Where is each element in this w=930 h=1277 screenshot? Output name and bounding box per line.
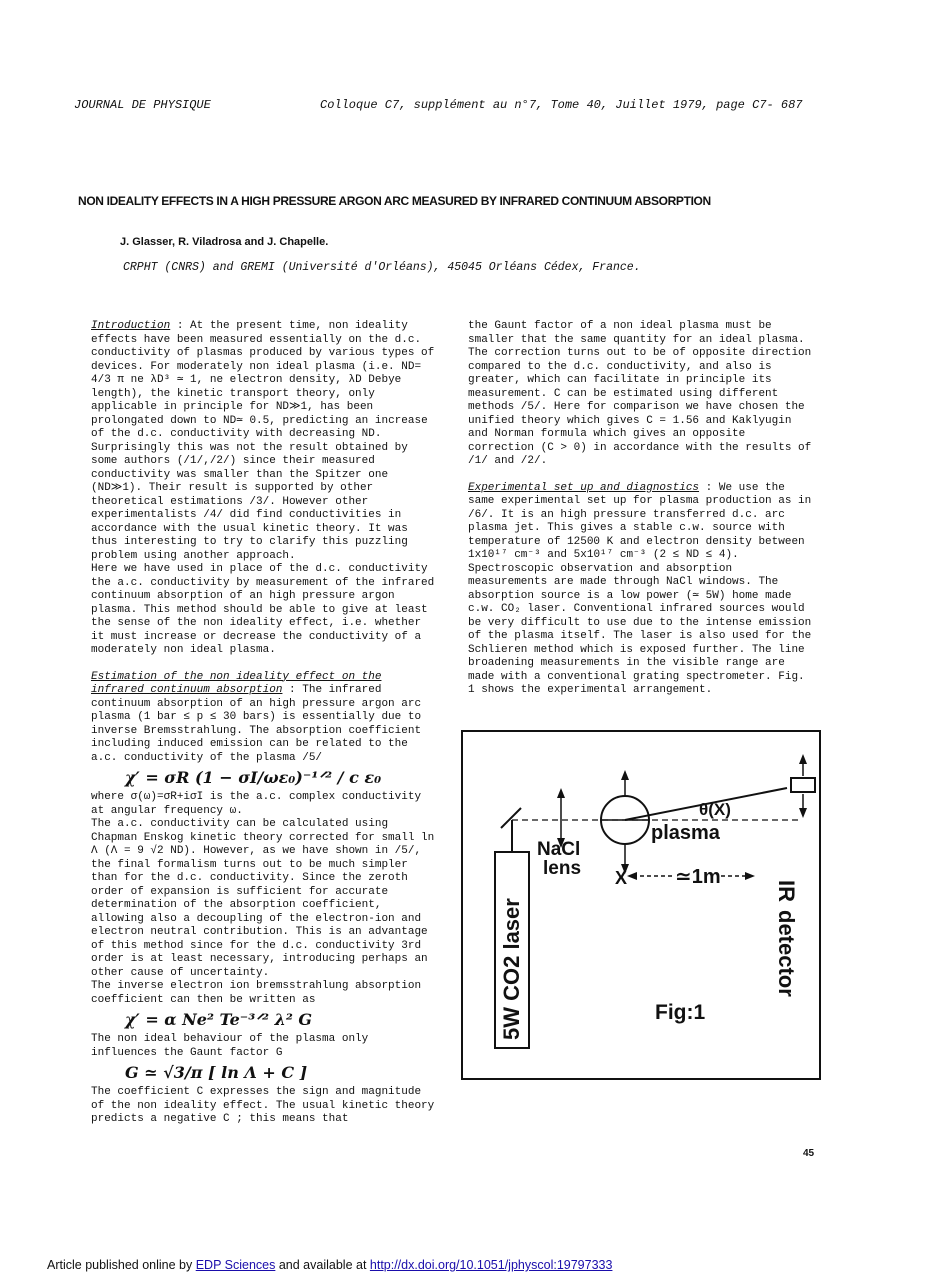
- gaunt-text: The non ideal behaviour of the plasma only influences the Gaunt factor G: [91, 1033, 369, 1059]
- lens-label: lens: [543, 858, 582, 879]
- coefficient-text: The coefficient C expresses the sign and magnitude of the non ideality effect. The usual kinetic theory predicts a negative C ; this means that: [91, 1086, 435, 1125]
- footer-middle: and available at: [275, 1258, 370, 1272]
- journal-header: JOURNAL DE PHYSIQUE: [74, 98, 211, 112]
- lens-arrow-up: [557, 788, 565, 798]
- footer: [47, 1258, 612, 1272]
- experimental-setup-diagram: [463, 732, 819, 1078]
- doi-link[interactable]: http://dx.doi.org/10.1051/jphyscol:19797333: [369, 1258, 613, 1272]
- intro-text-2: Here we have used in place of the d.c. conductivity the a.c. conductivity by measurement of the infrared continuum absorption of an high pressure argon plasma. This method should be able to give at least the sense of the non ideality effect, i.e. whether it must increase or decrease the conductivity of a moderately non ideal plasma.: [91, 563, 435, 656]
- distance-arrow-right: [745, 872, 755, 880]
- right-column: [468, 320, 813, 698]
- colloque-header: Colloque C7, supplément au n°7, Tome 40, Juillet 1979, page C7- 687: [320, 98, 803, 112]
- experimental-heading: Experimental set up and diagnostics: [468, 481, 700, 494]
- detector-box: [791, 778, 815, 792]
- affiliation: CRPHT (CNRS) and GREMI (Université d'Orléans), 45045 Orléans Cédex, France.: [123, 261, 641, 274]
- intro-paragraph: [91, 320, 436, 563]
- detector-arrow-down: [799, 808, 807, 818]
- nacl-label: NaCl: [537, 839, 581, 860]
- plasma-arrow-up: [621, 770, 629, 780]
- equation-absorption: χ′ = σR (1 − σI/ωε₀)⁻¹ᐟ² / c ε₀: [125, 768, 382, 787]
- distance-arrow-left: [627, 872, 637, 880]
- page-number: 45: [803, 1148, 815, 1159]
- ac-conductivity-text: The a.c. conductivity can be calculated using Chapman Enskog kinetic theory corrected for small ln Λ (Λ = 9 √2 ND). However, as we have shown in /5/, the final formalism turns out to be much simpler than for the d.c. conductivity. Since the zeroth order of expansion is sufficient for accurate determination of the absorption coefficient, allowing also a decoupling of the electron-ion and electron neutral contribution. This is an advantage of this method since for the d.c. conductivity 3rd order is at least necessary, introducing perhaps an other cause of uncertainty.: [91, 818, 435, 979]
- estimation-paragraph: [91, 671, 436, 766]
- equation-gaunt: G ≃ √3/π [ ln Λ + C ]: [125, 1063, 308, 1082]
- laser-label: 5W CO2 laser: [499, 898, 524, 1040]
- authors: J. Glasser, R. Viladrosa and J. Chapelle.: [120, 236, 329, 248]
- edp-sciences-link[interactable]: EDP Sciences: [195, 1258, 276, 1272]
- x-label: X: [615, 868, 628, 888]
- ir-label: IR: [774, 880, 799, 902]
- equation-bremsstrahlung: χ′ = α Ne² Te⁻³ᐟ² λ² G: [125, 1010, 313, 1029]
- detector-label: detector: [774, 910, 799, 997]
- figure-caption: Fig:1: [655, 1001, 706, 1024]
- where-text: where σ(ω)=σR+iσI is the a.c. complex conductivity at angular frequency ω.: [91, 791, 422, 817]
- footer-prefix: Article published online by: [47, 1258, 196, 1272]
- figure-1: [461, 730, 821, 1080]
- estimation-heading: Estimation of the non ideality effect on the infrared continuum absorption: [91, 670, 382, 696]
- intro-heading: Introduction: [91, 320, 171, 332]
- experimental-text: : We use the same experimental set up for plasma production as in /6/. It is an high pressure transferred d.c. arc plasma jet. This gives a stable c.w. source with temperature of 12500 K and electron density between 1x10¹⁷ cm⁻³ and 5x10¹⁷ cm⁻³ (2 ≤ ND ≤ 4). Spectroscopic observation and absorption measurements are made through NaCl windows. The absorption source is a low power (≃ 5W) home made c.w. CO₂ laser. Conventional infrared sources would be very difficult to use due to the intense emission of the plasma itself. The laser is also used for the Schlieren method which is exposed further. The line broadening measurements in the visible range are made with a conventional grating spectrometer. Fig. 1 shows the experimental arrangement.: [468, 481, 812, 696]
- detector-arrow-up: [799, 754, 807, 764]
- paper-title: NON IDEALITY EFFECTS IN A HIGH PRESSURE ARGON ARC MEASURED BY INFRARED CONTINUUM ABSORPTION: [78, 194, 711, 208]
- estimation-text: : The infrared continuum absorption of an high pressure argon arc plasma (1 bar ≤ p ≤ 30 bars) is essentially due to inverse Bremsstrahlung. The absorption coefficient including induced emission can be related to the a.c. conductivity of the plasma /5/: [91, 684, 422, 764]
- left-column: [91, 320, 436, 1127]
- experimental-paragraph: [468, 482, 813, 698]
- gaunt-continuation: the Gaunt factor of a non ideal plasma must be smaller that the same quantity for an ideal plasma. The correction turns out to be of opposite direction compared to the d.c. conductivity, and also is greater, which can facilitate in principle its measurement. C can be estimated using different methods /5/. Here for comparison we have chosen the unified theory which gives C = 1.56 and Kaklyugin and Norman formula which gives an opposite correction (C > 0) in accordance with the results of /1/ and /2/.: [468, 320, 812, 467]
- distance-label: ≃1m: [675, 866, 721, 888]
- theta-label: θ(X): [699, 800, 731, 819]
- plasma-label: plasma: [651, 822, 720, 844]
- intro-text: : At the present time, non ideality effects have been measured essentially on the d.c. conductivity of plasmas produced by various types of devices. For moderately non ideal plasma (i.e. ND= 4/3 π ne λD³ ≃ 1, ne electron density, λD Debye length), the kinetic transport theory, only applicable in principle for ND≫1, has been prolongated down to ND≃ 0.5, predicting an increase of the d.c. conductivity with decreasing ND. Surprisingly this was not the result obtained by some authors (/1/,/2/) since their measured conductivity was smaller than the Spitzer one (ND≫1). Their result is supported by other theoretical estimations /3/. However other experimentalists /4/ did find conductivities in accordance with the usual kinetic theory. It was thus interesting to try to clarify this puzzling problem using another approach.: [91, 320, 435, 562]
- inverse-text: The inverse electron ion bremsstrahlung absorption coefficient can then be written as: [91, 980, 422, 1006]
